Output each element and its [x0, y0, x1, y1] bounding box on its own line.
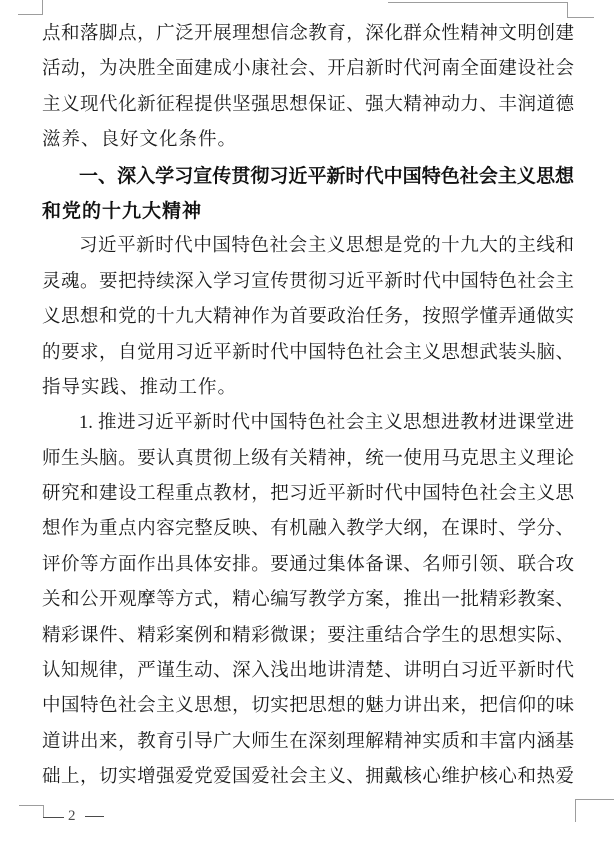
- text-line: 义思想和党的十九大精神作为首要政治任务，按照学懂弄通做实: [42, 307, 574, 328]
- text-boundary-mark-bottom-right-horizontal: [575, 799, 614, 800]
- text-line: 的要求，自觉用习近平新时代中国特色社会主义思想武装头脑、: [42, 342, 574, 363]
- page-number-dash-right: [85, 816, 104, 817]
- text-line: 评价等方面作出具体安排。要通过集体备课、名师引领、联合攻: [42, 554, 574, 575]
- text-line: 中国特色社会主义思想，切实把思想的魅力讲出来，把信仰的味: [42, 696, 574, 717]
- text-line: 1. 推进习近平新时代中国特色社会主义思想进教材进课堂进: [79, 413, 574, 434]
- page-number-value: 2: [68, 808, 76, 824]
- text-line: 灵魂。要把持续深入学习宣传贯彻习近平新时代中国特色社会主: [42, 271, 574, 292]
- text-line: 主义现代化新征程提供坚强思想保证、强大精神动力、丰润道德: [42, 94, 574, 115]
- text-boundary-mark-top-right-horizontal: [388, 2, 567, 3]
- text-block: [42, 17, 574, 796]
- text-line: 认知规律，严谨生动、深入浅出地讲清楚、讲明白习近平新时代: [42, 661, 574, 682]
- text-boundary-mark-bottom-left-horizontal: [19, 805, 43, 806]
- text-boundary-mark-top-left-vertical: [42, 0, 43, 14]
- text-boundary-mark-top-left-horizontal: [18, 14, 43, 15]
- text-line: 础上，切实增强爱党爱国爱社会主义、拥戴核心维护核心和热爱: [42, 767, 574, 788]
- text-boundary-mark-bottom-right-vertical: [575, 799, 576, 822]
- text-line: 指导实践、推动工作。: [42, 377, 238, 398]
- heading-line: 一、深入学习宣传贯彻习近平新时代中国特色社会主义思想: [79, 165, 574, 187]
- text-boundary-mark-top-right-vertical: [567, 2, 568, 17]
- heading-line: 和党的十九大精神: [42, 200, 203, 222]
- text-line: 精彩课件、精彩案例和精彩微课；要注重结合学生的思想实际、: [42, 625, 574, 646]
- text-line: 活动，为决胜全面建成小康社会、开启新时代河南全面建设社会: [42, 59, 574, 80]
- text-line: 想作为重点内容完整反映、有机融入教学大纲，在课时、学分、: [42, 519, 574, 540]
- page-number: [43, 806, 113, 826]
- text-line: 点和落脚点，广泛开展理想信念教育，深化群众性精神文明创建: [42, 24, 574, 44]
- text-line: 研究和建设工程重点教材，把习近平新时代中国特色社会主义思: [42, 484, 574, 505]
- page-number-dash-left: [43, 817, 64, 818]
- text-line: 滋养、良好文化条件。: [42, 130, 238, 151]
- text-line: 习近平新时代中国特色社会主义思想是党的十九大的主线和: [79, 236, 574, 257]
- text-line: 道讲出来，教育引导广大师生在深刻理解精神实质和丰富内涵基: [42, 731, 574, 752]
- text-line: 师生头脑。要认真贯彻上级有关精神，统一使用马克思主义理论: [42, 448, 574, 469]
- text-line: 关和公开观摩等方式，精心编写教学方案，推出一批精彩教案、: [42, 590, 574, 611]
